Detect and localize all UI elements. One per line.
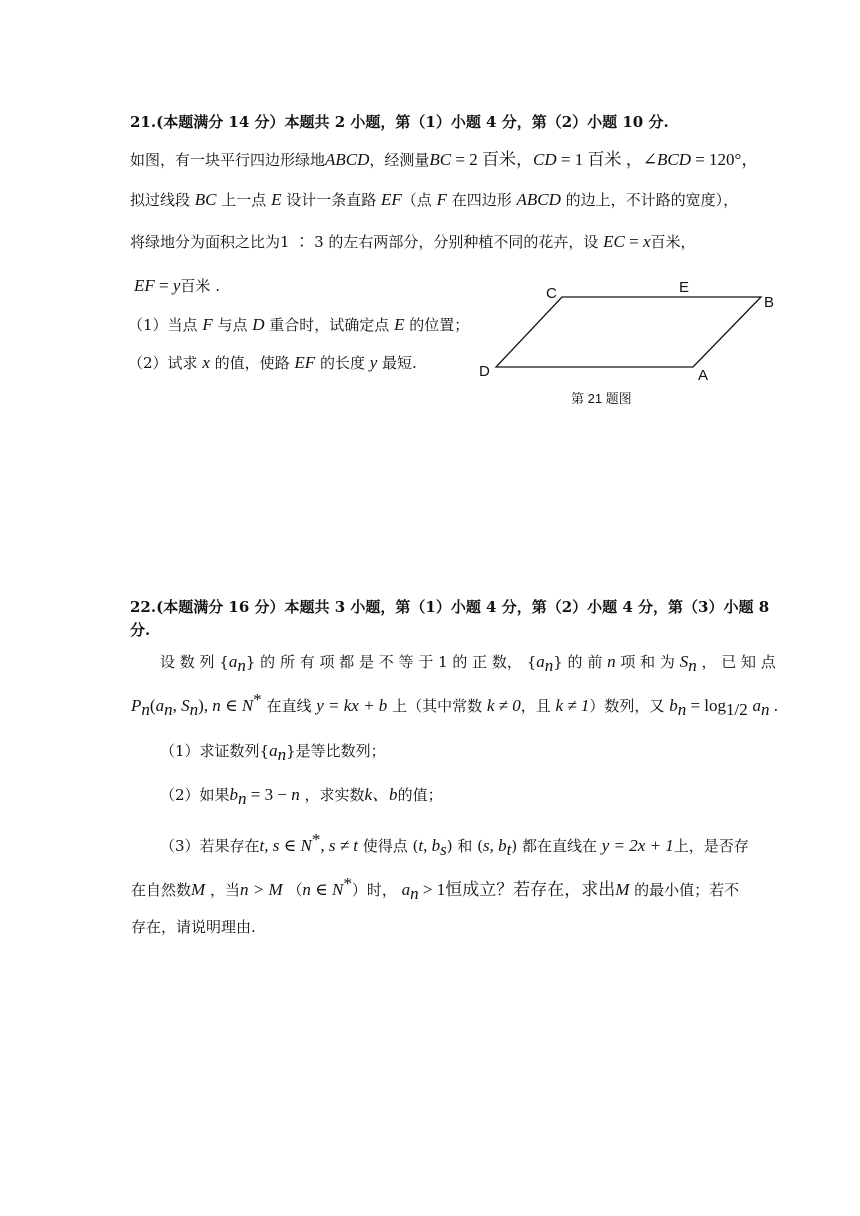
parallelogram-figure (0, 0, 860, 420)
q21-line3: 将绿地分为面积之比为1 ∶ 3 的左右两部分，分别种植不同的花卉，设 EC = x百米， (130, 232, 696, 251)
q22-header-line2: 分. (130, 621, 151, 639)
parallelogram-shape (496, 297, 761, 367)
q21-line4: EF = y百米 . (134, 276, 220, 295)
q22-header-line1: 22.(本题满分 16 分）本题共 3 小题，第（1）小题 4 分，第（2）小题 4 分，第（3）小题 8 (130, 598, 770, 616)
q22-sub1: （1）求证数列$\{a_n\}$是等比数列； (160, 741, 386, 764)
figure-label-e: E (679, 279, 690, 296)
q21-line1: 如图，有一块平行四边形绿地ABCD，经测量BC = 2 百米，CD = 1 百米 ，∠BCD = 120°， (130, 150, 759, 169)
q22-sub2: （2）如果$b_n = 3 - n$ ，求实数k、b的值； (160, 785, 443, 808)
q21-sub2: （2）试求 x 的值，使路 EF 的长度 y 最短. (128, 353, 417, 372)
q21-line2: 拟过线段 BC 上一点 E 设计一条直路 EF（点 F 在四边形 ABCD 的边上，不计路的宽度）， (130, 190, 739, 209)
q22-sub3-line3: 存在，请说明理由. (131, 918, 256, 936)
figure-label-b: B (764, 294, 775, 311)
figure-label-d: D (479, 363, 490, 380)
q22-premise-line2: $P_n(a_n$, $S_n$), n ∈ N* 在直线 y = kx + b 上（其中常数 k ≠ 0，且 k ≠ 1）数列，又 $b_n = \log_{1/2} a_n$ . (131, 690, 779, 719)
q21-header: 21.(本题满分 14 分）本题共 2 小题，第（1）小题 4 分，第（2）小题 10 分. (130, 113, 669, 131)
q22-premise-line1: 设 数 列 $\{a_n\}$ 的 所 有 项 都 是 不 等 于 1 的 正 数， $\{a_n\}$ 的 前 n 项 和 为 $S_n$ ， 已 知 点 (160, 652, 776, 675)
figure-label-a: A (698, 367, 709, 384)
figure-label-c: C (546, 285, 557, 302)
q22-sub3-line1: （3）若果存在t, s ∈ N*, s ≠ t 使得点 (t, $b_s$) 和 (s, $b_t$) 都在直线在 y = 2x + 1上，是否存 (160, 830, 749, 859)
q22-sub3-line2: 在自然数M ，当n > M （n ∈ N*）时， $a_n > 1$恒成立？若存在，求出M 的最小值；若不 (131, 874, 740, 903)
q21-sub1: （1）当点 F 与点 D 重合时，试确定点 E 的位置； (128, 315, 470, 334)
figure-caption: 第 21 题图 (571, 391, 632, 406)
